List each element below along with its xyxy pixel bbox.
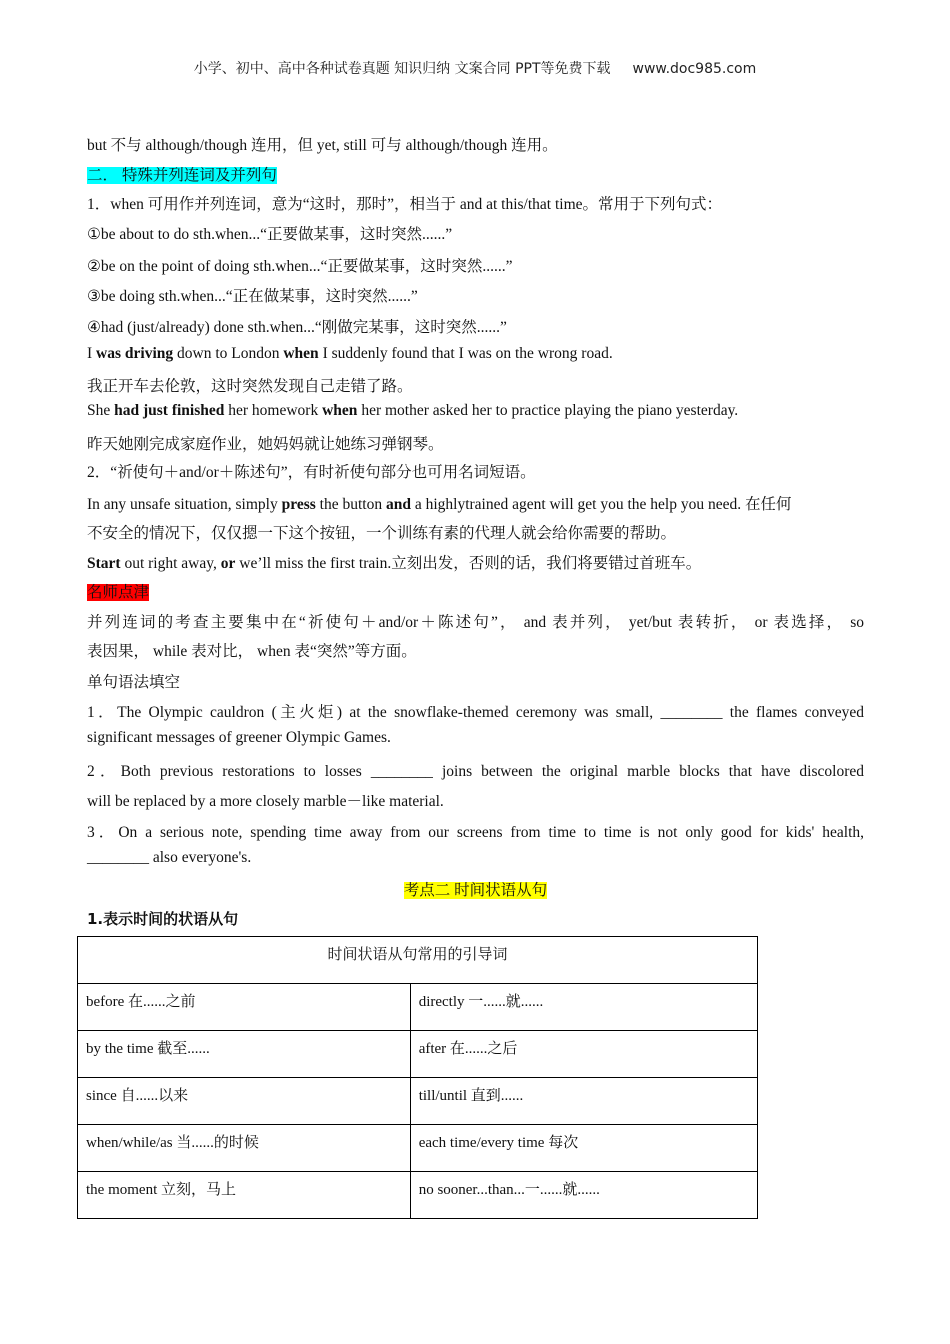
example-3-bold: press [281,496,316,513]
tip-line-2: 表因果， while 表对比， when 表“突然”等方面。 [87,643,417,660]
example-1-bold: when [283,345,319,362]
table-cell: till/until 直到...... [410,1078,757,1125]
page-header [0,58,950,78]
paragraph-1: 1．when 可用作并列连词，意为“这时，那时”，相当于 and at this/that time。常用于下列句式： [87,196,723,213]
table-header-cell: 时间状语从句常用的引导词 [78,937,758,984]
section-title [87,163,864,185]
table-header-row [78,937,758,984]
question-3-line-1: 3．On a serious note, spending time away from our screens from time to time is not only good for kids' health, [87,824,864,841]
example-1-text: I [87,345,97,362]
connectives-table [77,936,758,1219]
paragraph-2: 2．“祈使句＋and/or＋陈述句”，有时祈使句部分也可用名词短语。 [87,464,536,481]
table-row [78,1172,758,1219]
example-1 [87,345,864,363]
table-cell: when/while/as 当......的时候 [78,1125,411,1172]
subsection-title: 1.表示时间的状语从句 [87,910,239,928]
table-cell: after 在......之后 [410,1031,757,1078]
example-4-text: out right away, [120,555,221,572]
note-line: but 不与 although/though 连用，但 yet, still 可与 although/though 连用。 [87,137,558,154]
pattern-1: ①be about to do sth.when...“正要做某事，这时突然......” [87,226,453,243]
example-2-text: her homework [224,402,323,419]
header-url[interactable]: www.doc985.com [632,61,757,77]
example-2-bold: had just finished [114,402,225,419]
pattern-3: ③be doing sth.when...“正在做某事，这时突然......” [87,288,418,305]
question-1-line-1: 1．The Olympic cauldron (主火炬) at the snowflake-themed ceremony was small, ________ the flames conveyed [87,704,864,721]
example-3-bold: and [385,496,411,513]
example-4 [87,551,864,573]
question-2-line-1: 2．Both previous restorations to losses ________ joins between the original marble blocks that have discolored [87,763,864,780]
table-row [78,984,758,1031]
section-title-text: 二． 特殊并列连词及并列句 [87,167,277,184]
table-cell: before 在......之前 [78,984,411,1031]
example-1-bold: was driving [96,345,174,362]
example-1-text: down to London [173,345,284,362]
example-3-text: In any unsafe situation, simply [87,496,282,513]
table-cell: no sooner...than...一......就...... [410,1172,757,1219]
tip-line-1: 并列连词的考查主要集中在“祈使句＋and/or＋陈述句”， and 表并列， yet/but 表转折， or 表选择， so [87,614,864,631]
pattern-4: ④had (just/already) done sth.when...“刚做完某事，这时突然......” [87,319,507,336]
table-cell: each time/every time 每次 [410,1125,757,1172]
example-4-bold: or [220,555,236,572]
example-4-bold: Start [87,555,121,572]
question-3-line-2: ________ also everyone's. [87,849,252,866]
table-cell: since 自......以来 [78,1078,411,1125]
header-text: 小学、初中、高中各种试卷真题 知识归纳 文案合同 PPT等免费下载 [193,61,611,77]
example-2-translation: 昨天她刚完成家庭作业，她妈妈就让她练习弹钢琴。 [87,436,444,453]
tip-label [87,580,864,602]
question-1-line-2: significant messages of greener Olympic Games. [87,729,391,746]
tip-label-text: 名师点津 [87,584,150,601]
table-cell: by the time 截至...... [78,1031,411,1078]
kaodian-title-text: 考点二 时间状语从句 [403,882,548,899]
example-1-text: I suddenly found that I was on the wrong road. [318,345,613,362]
table-row [78,1125,758,1172]
table-cell: the moment 立刻，马上 [78,1172,411,1219]
table-row [78,1078,758,1125]
example-2-bold: when [322,402,358,419]
example-2 [87,402,864,420]
example-2-text: her mother asked her to practice playing the piano yesterday. [357,402,739,419]
example-3-text: a highlytrained agent will get you the help you need. 在任何 [410,496,792,513]
example-3 [87,492,864,514]
table-row [78,1031,758,1078]
pattern-2: ②be on the point of doing sth.when...“正要做某事，这时突然......” [87,258,513,275]
example-1-translation: 我正开车去伦敦，这时突然发现自己走错了路。 [87,378,413,395]
exercise-title: 单句语法填空 [87,674,181,691]
example-4-text: we’ll miss the first train.立刻出发，否则的话，我们将要错过首班车。 [235,555,702,572]
question-2-line-2: will be replaced by a more closely marble－like material. [87,793,444,810]
example-3-translation: 不安全的情况下，仅仅摁一下这个按钮，一个训练有素的代理人就会给你需要的帮助。 [87,525,677,542]
table-cell: directly 一......就...... [410,984,757,1031]
example-3-text: the button [315,496,386,513]
kaodian-title [87,878,864,900]
example-2-text: She [87,402,115,419]
